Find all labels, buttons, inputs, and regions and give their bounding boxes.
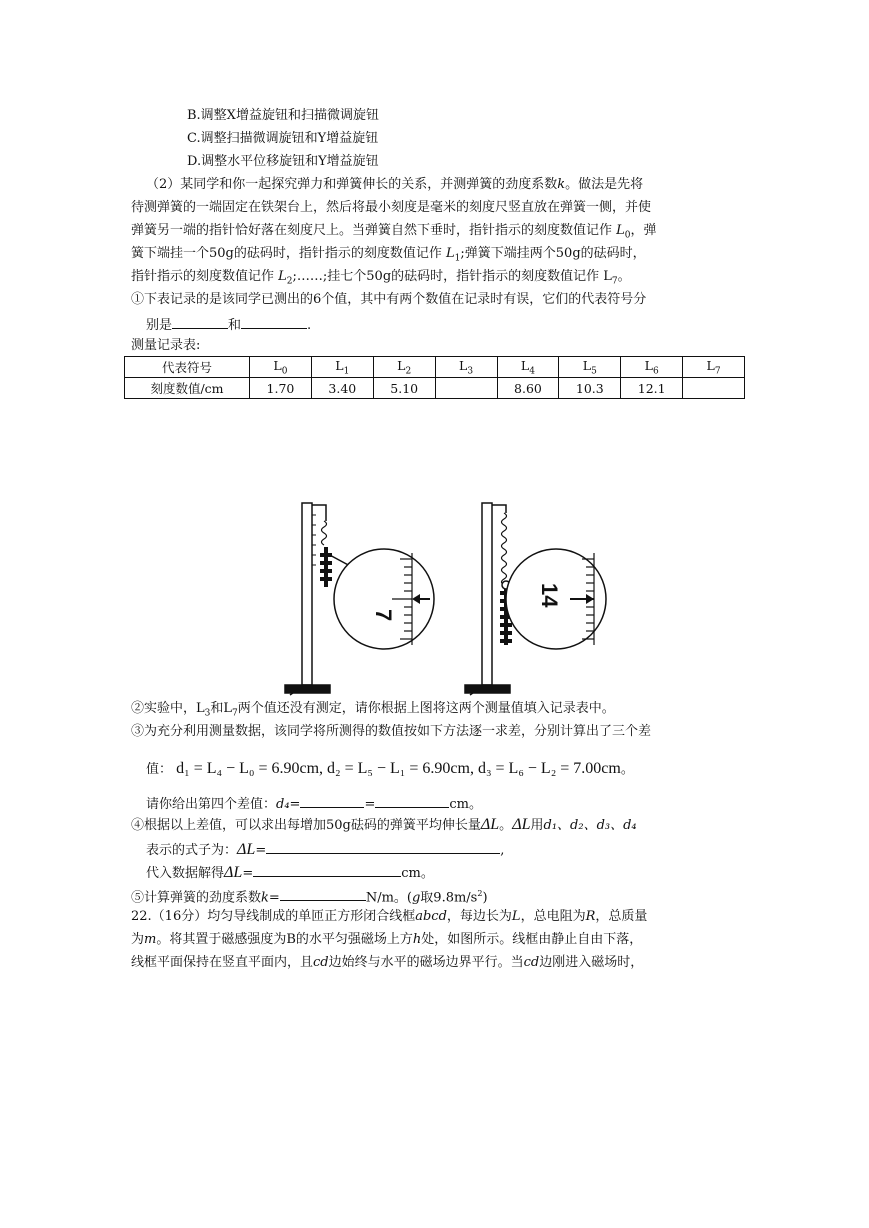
item2: ②实验中，$L_3$和$L_7$两个值还没有测定，请你根据上图将这两个测量值填入记录表中。 [131,701,615,719]
q22-line-3: 线框平面保持在竖直平面内，且cd边始终与水平的磁场边界平行。当cd边刚进入磁场时， [131,955,644,970]
table-value-cell: 1.70 [250,378,312,399]
table-value-cell: 10.3 [559,378,621,399]
q2-line-5: 指针指示的刻度数值记作 $L_2;\dots\dots$;挂七个50g的砝码时，指针指示的刻度数值记作 $L_7$。 [131,269,631,287]
table-value-cell: 5.10 [373,378,435,399]
answer-blank-1[interactable] [172,314,228,329]
d4-value-blank[interactable] [375,793,449,808]
table-header-cell: $L_5$ [559,357,621,378]
table-header-cell: $L_4$ [497,357,559,378]
option-b: B.调整X增益旋钮和扫描微调旋钮 [187,108,379,123]
item5: ⑤计算弹簧的劲度系数k= N/m。(g取$9.8m/s^2$) [131,885,488,907]
table-value-cell[interactable] [435,378,497,399]
table-value-row [125,378,745,399]
item1-line-2: 别是 和 . [146,314,311,335]
k-value-blank[interactable] [280,886,366,901]
answer-blank-2[interactable] [241,314,307,329]
table-value-cell: 8.60 [497,378,559,399]
left-reading-label: 7 [371,609,396,622]
table-header-cell: $L_2$ [373,357,435,378]
table-row-label: 刻度数值/cm [125,378,250,399]
option-c: C.调整扫描微调旋钮和Y增益旋钮 [187,131,379,146]
item4-line-2: 表示的式子为：ΔL= , [146,841,505,858]
item4-line-3: 代入数据解得ΔL= cm。 [146,864,434,881]
table-header-cell: $L_6$ [621,357,683,378]
table-header-cell: $L_0$ [250,357,312,378]
item3-line-1: ③为充分利用测量数据，该同学将所测得的数值按如下方法逐一求差，分别计算出了三个差 [131,724,652,739]
table-value-cell: 12.1 [621,378,683,399]
q22-line-2: 为m。将其置于磁感强度为B的水平匀强磁场上方h处，如图所示。线框由静止自由下落， [131,932,643,947]
right-reading-label: 14 [537,583,562,608]
q2-line-1: （2）某同学和你一起探究弹力和弹簧伸长的关系，并测弹簧的劲度系数k。做法是先将 [146,177,644,192]
table-value-cell[interactable] [683,378,745,399]
delta-value-blank[interactable] [253,862,401,877]
q2-line-3: 弹簧另一端的指针恰好落在刻度尺上。当弹簧自然下垂时，指针指示的刻度数值记作 $L_0$，弹 [131,223,657,241]
item4-line-1: ④根据以上差值，可以求出每增加50g砝码的弹簧平均伸长量ΔL。ΔL用d₁、d₂、d₃、d₄ [131,816,637,833]
table-header-cell: $L_7$ [683,357,745,378]
table-header-row [125,357,745,378]
spring-scale-figure [280,495,610,700]
item3-fourth: 请你给出第四个差值：d₄= = cm。 [146,793,482,814]
table-value-cell: 3.40 [311,378,373,399]
q2-line-4: 簧下端挂一个50g的砝码时，指针指示的刻度数值记作 $L_1$;弹簧下端挂两个50g的砝码时， [131,246,646,264]
item1-line-1: ①下表记录的是该同学已测出的6个值，其中有两个数值在记录时有误，它们的代表符号分 [131,292,647,307]
table-header-cell: $L_3$ [435,357,497,378]
delta-expression-blank[interactable] [266,839,500,854]
option-d: D.调整水平位移旋钮和Y增益旋钮 [187,154,379,169]
q22-line-1: 22.（16分）均匀导线制成的单匝正方形闭合线框abcd，每边长为L，总电阻为R，总质量 [131,909,648,924]
record-table [124,356,745,399]
d4-expression-blank[interactable] [300,793,364,808]
table-header-label: 代表符号 [125,357,250,378]
q2-line-2: 待测弹簧的一端固定在铁架台上，然后将最小刻度是毫米的刻度尺竖直放在弹簧一侧，并使 [131,200,652,215]
table-title: 测量记录表: [131,338,201,353]
item3-line-2: 值： d₁ = L₄ − L₀ = 6.90cm, d₂ = L₅ − L₁ = 6.90cm, d₃ = L₆ − L₂ = 7.00cm。 [146,760,634,777]
table-header-cell: $L_1$ [311,357,373,378]
